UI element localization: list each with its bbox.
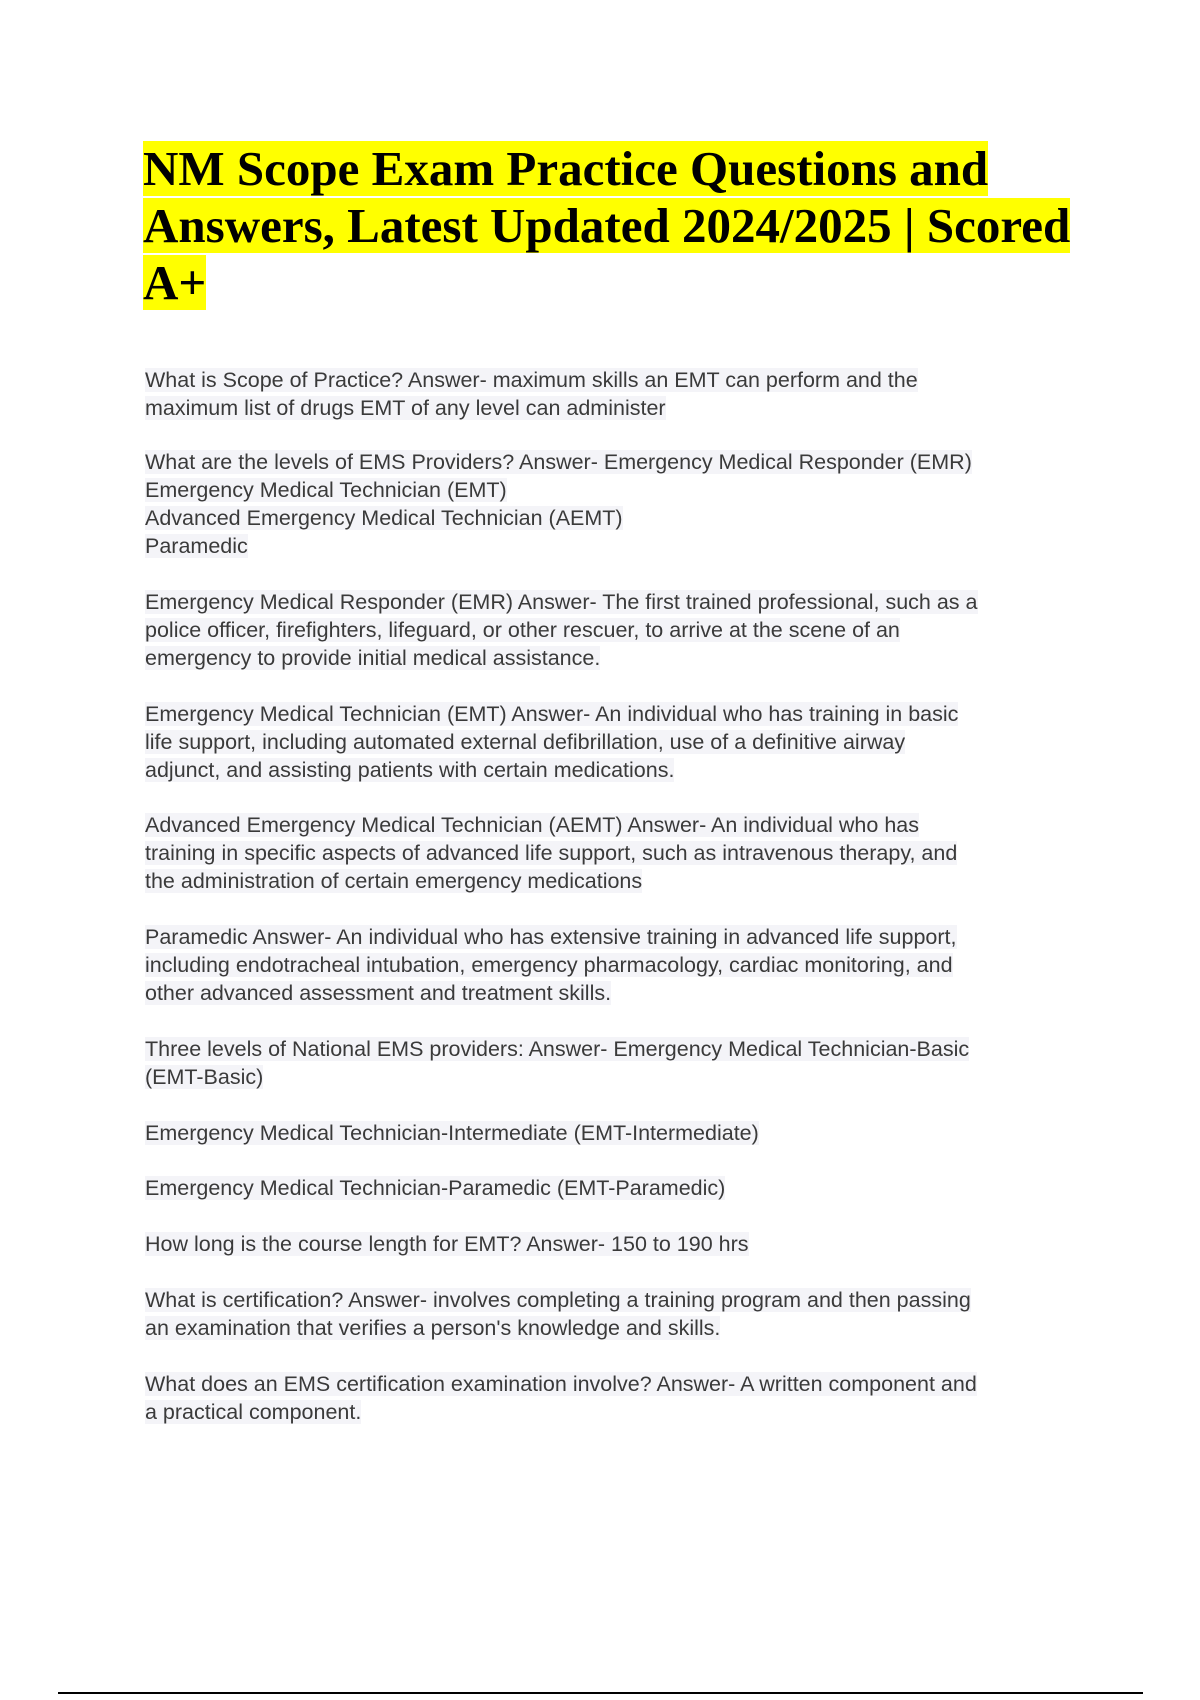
entry-line: other advanced assessment and treatment skills. <box>145 981 612 1005</box>
qa-entry-aemt <box>145 811 1090 895</box>
entry-line: Emergency Medical Technician (EMT) <box>145 478 507 502</box>
entry-line: Emergency Medical Technician-Paramedic (EMT-Paramedic) <box>145 1176 726 1200</box>
title-line-2: Answers, Latest Updated 2024/2025 | Scored <box>143 198 1071 253</box>
entry-line: What are the levels of EMS Providers? Answer- Emergency Medical Responder (EMR) <box>145 450 972 474</box>
entry-line: Paramedic Answer- An individual who has extensive training in advanced life support, <box>145 925 957 949</box>
entry-line: maximum list of drugs EMT of any level can administer <box>145 396 666 420</box>
entry-line: Emergency Medical Technician (EMT) Answer- An individual who has training in basic <box>145 702 959 726</box>
entry-line: What is certification? Answer- involves completing a training program and then passing <box>145 1288 971 1312</box>
entry-line: emergency to provide initial medical assistance. <box>145 646 601 670</box>
qa-entry-scope-of-practice <box>145 366 1090 422</box>
entry-line: an examination that verifies a person's knowledge and skills. <box>145 1316 721 1340</box>
qa-entry-emt-intermediate <box>145 1119 1090 1147</box>
entry-line: including endotracheal intubation, emergency pharmacology, cardiac monitoring, and <box>145 953 953 977</box>
qa-entry-certification-exam <box>145 1370 1090 1426</box>
qa-entry-course-length <box>145 1230 1090 1258</box>
entry-line: training in specific aspects of advanced life support, such as intravenous therapy, and <box>145 841 958 865</box>
qa-entry-certification <box>145 1286 1090 1342</box>
entry-line: Advanced Emergency Medical Technician (AEMT) <box>145 506 623 530</box>
entry-line: life support, including automated external defibrillation, use of a definitive airway <box>145 730 906 754</box>
entry-line: What is Scope of Practice? Answer- maximum skills an EMT can perform and the <box>145 368 918 392</box>
entry-line: the administration of certain emergency medications <box>145 869 643 893</box>
entry-line: (EMT-Basic) <box>145 1065 264 1089</box>
qa-entry-ems-provider-levels <box>145 448 1090 560</box>
entry-line: How long is the course length for EMT? Answer- 150 to 190 hrs <box>145 1232 749 1256</box>
entry-line: Advanced Emergency Medical Technician (AEMT) Answer- An individual who has <box>145 813 919 837</box>
entry-line: police officer, firefighters, lifeguard, or other rescuer, to arrive at the scene of an <box>145 618 900 642</box>
qa-entry-emt <box>145 700 1090 784</box>
document-title <box>143 140 1143 311</box>
entry-line: Paramedic <box>145 534 248 558</box>
title-line-1: NM Scope Exam Practice Questions and <box>143 141 989 196</box>
entry-line: Three levels of National EMS providers: Answer- Emergency Medical Technician-Basic <box>145 1037 970 1061</box>
entry-line: Emergency Medical Responder (EMR) Answer- The first trained professional, such as a <box>145 590 978 614</box>
entry-line: a practical component. <box>145 1400 362 1424</box>
qa-entry-national-ems-levels <box>145 1035 1090 1091</box>
qa-entry-paramedic <box>145 923 1090 1007</box>
entry-line: adjunct, and assisting patients with certain medications. <box>145 758 675 782</box>
qa-entry-emr <box>145 588 1090 672</box>
entry-line: What does an EMS certification examination involve? Answer- A written component and <box>145 1372 977 1396</box>
entry-line: Emergency Medical Technician-Intermediate (EMT-Intermediate) <box>145 1121 759 1145</box>
footer-divider <box>58 1692 1143 1694</box>
title-line-3: A+ <box>143 255 207 310</box>
qa-entry-emt-paramedic <box>145 1174 1090 1202</box>
